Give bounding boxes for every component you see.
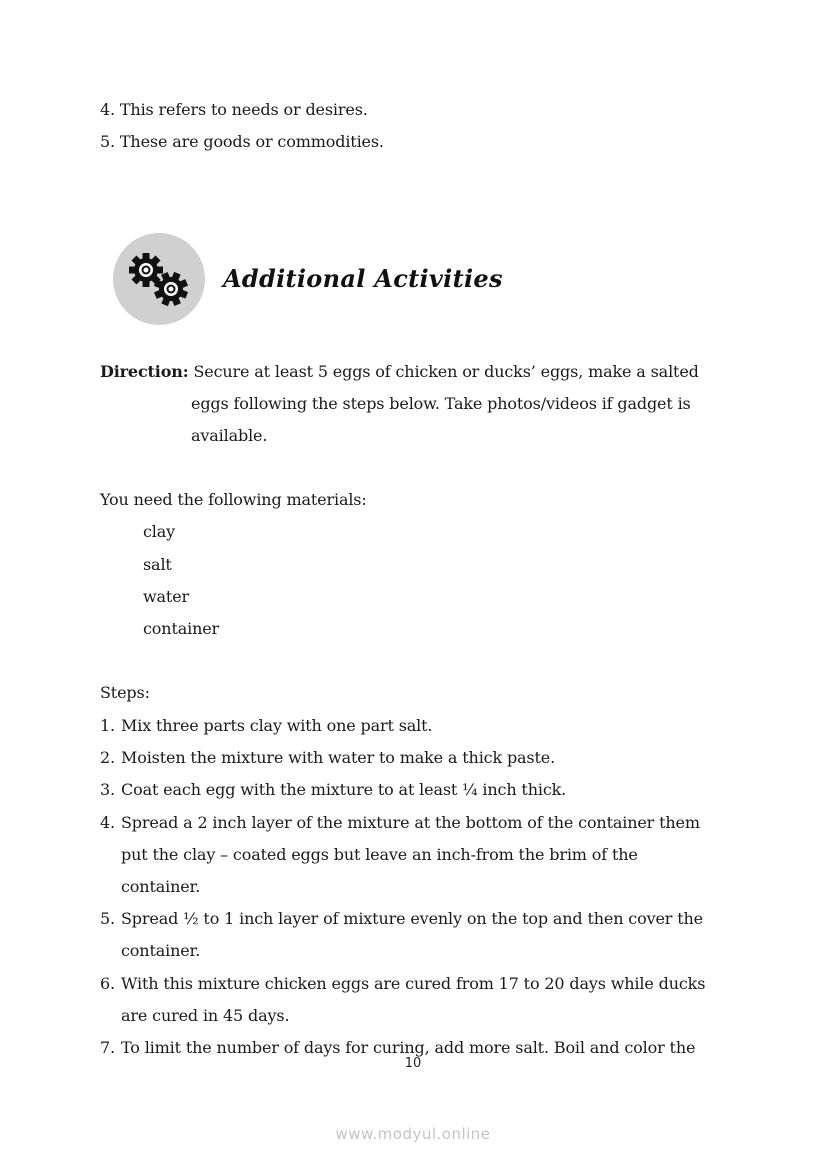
material-item: salt (143, 555, 172, 574)
step-text: Mix three parts clay with one part salt. (121, 716, 433, 735)
step-text: With this mixture chicken eggs are cured from 17 to 20 days while ducks (121, 974, 706, 993)
prior-item-5: 5. These are goods or commodities. (100, 132, 384, 151)
direction-line-2: eggs following the steps below. Take photos/videos if gadget is (191, 394, 691, 413)
direction-line-3: available. (191, 426, 268, 445)
direction-text: Secure at least 5 eggs of chicken or ducks’ eggs, make a salted (193, 362, 699, 381)
step-text: To limit the number of days for curing, add more salt. Boil and color the (121, 1038, 696, 1057)
step-text: container. (121, 877, 201, 896)
step-text: Spread a 2 inch layer of the mixture at the bottom of the container them (121, 813, 700, 832)
direction-line-1 (100, 362, 699, 382)
prior-item-4: 4. This refers to needs or desires. (100, 100, 368, 119)
step-number: 1. (100, 716, 115, 735)
step-text: Coat each egg with the mixture to at least ¼ inch thick. (121, 780, 567, 799)
direction-label: Direction: (100, 362, 189, 381)
step-number: 5. (100, 909, 115, 928)
step-text: put the clay – coated eggs but leave an inch-from the brim of the (121, 845, 638, 864)
step-number: 3. (100, 780, 115, 799)
watermark: www.modyul.online (335, 1125, 491, 1143)
section-title: Additional Activities (223, 264, 503, 293)
material-item: clay (143, 522, 176, 541)
step-number: 6. (100, 974, 115, 993)
material-item: water (143, 587, 190, 606)
step-number: 2. (100, 748, 115, 767)
step-number: 7. (100, 1038, 115, 1057)
section-icon-badge (113, 233, 205, 325)
step-text: container. (121, 941, 201, 960)
step-text: Spread ½ to 1 inch layer of mixture evenly on the top and then cover the (121, 909, 703, 928)
gears-icon (113, 233, 205, 325)
page-number: 10 (404, 1056, 422, 1071)
materials-intro: You need the following materials: (100, 490, 367, 509)
material-item: container (143, 619, 220, 638)
step-number: 4. (100, 813, 115, 832)
steps-label: Steps: (100, 683, 150, 702)
step-text: are cured in 45 days. (121, 1006, 290, 1025)
step-text: Moisten the mixture with water to make a thick paste. (121, 748, 556, 767)
